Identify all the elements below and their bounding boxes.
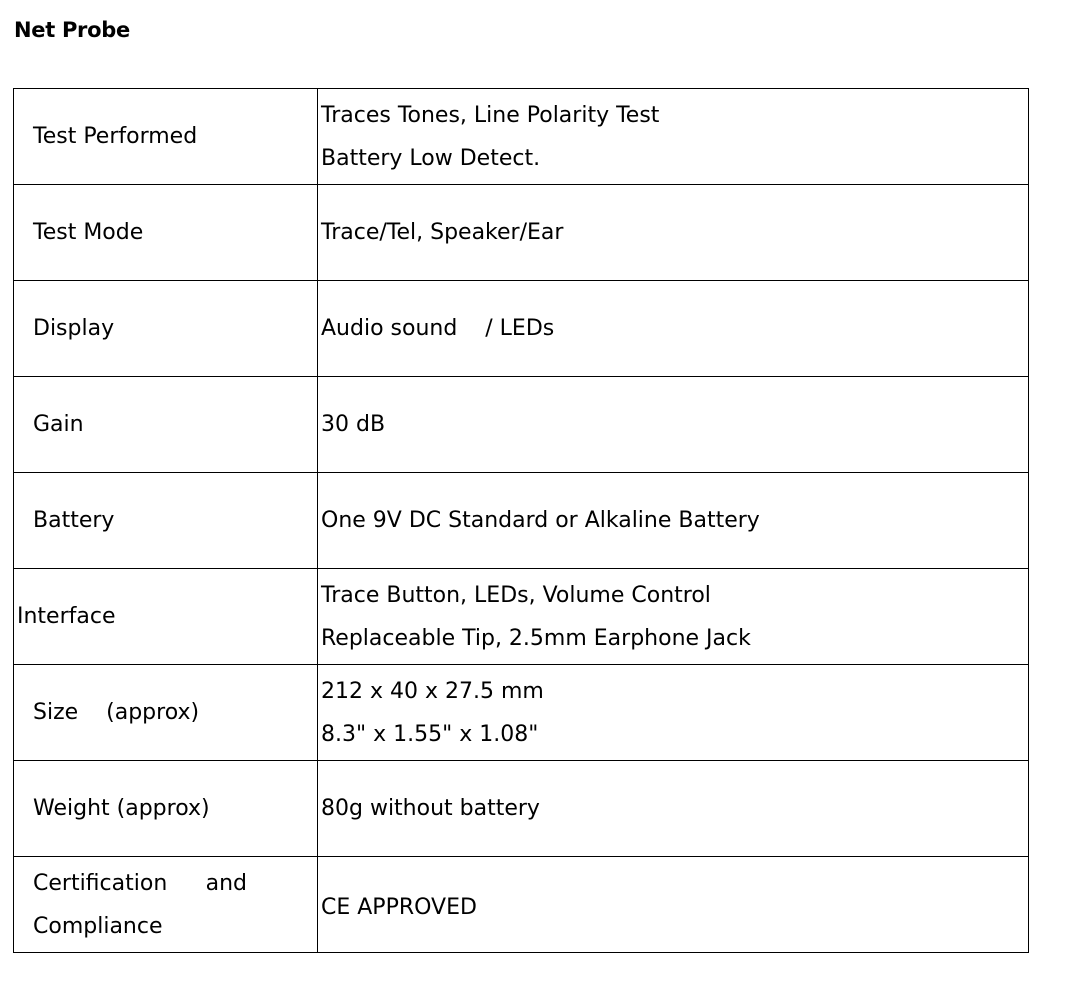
table-row	[14, 89, 1029, 185]
row-value	[318, 89, 1029, 185]
document-title: Net Probe	[14, 18, 130, 42]
row-label-text: Weight (approx)	[33, 796, 210, 821]
row-label	[14, 473, 318, 569]
row-label-text: Size (approx)	[33, 700, 200, 725]
row-label-word: and	[205, 870, 247, 896]
row-value-text: Audio sound / LEDs	[321, 316, 555, 341]
row-label-text: Interface	[17, 604, 116, 629]
table-row	[14, 185, 1029, 281]
row-value-text: Trace Button, LEDs, Volume Control	[321, 582, 711, 608]
row-value-text: Trace/Tel, Speaker/Ear	[321, 220, 564, 245]
row-value-text: 8.3" x 1.55" x 1.08"	[321, 721, 539, 747]
row-label-text: Compliance	[33, 913, 163, 939]
row-value-text: One 9V DC Standard or Alkaline Battery	[321, 508, 760, 533]
row-label	[14, 665, 318, 761]
table-row	[14, 473, 1029, 569]
row-label	[14, 857, 318, 953]
row-label	[14, 89, 318, 185]
table-row	[14, 281, 1029, 377]
row-label-text: Display	[33, 316, 115, 341]
row-label	[14, 377, 318, 473]
row-label-word: Certification	[33, 870, 168, 896]
table-row	[14, 569, 1029, 665]
row-label	[14, 761, 318, 857]
row-value-text: 30 dB	[321, 412, 386, 437]
row-value	[318, 569, 1029, 665]
row-value-text: Replaceable Tip, 2.5mm Earphone Jack	[321, 625, 751, 651]
row-value	[318, 377, 1029, 473]
row-value-text: CE APPROVED	[321, 895, 477, 920]
row-value	[318, 473, 1029, 569]
table-row	[14, 377, 1029, 473]
table-row	[14, 665, 1029, 761]
row-value	[318, 281, 1029, 377]
row-value	[318, 665, 1029, 761]
row-value	[318, 857, 1029, 953]
row-label	[14, 185, 318, 281]
row-value	[318, 761, 1029, 857]
row-label-text: Test Performed	[33, 124, 198, 149]
row-label-text: Gain	[33, 412, 84, 437]
row-value-text: Traces Tones, Line Polarity Test	[321, 102, 660, 128]
table-row	[14, 761, 1029, 857]
spec-table	[13, 88, 1029, 953]
row-label	[14, 569, 318, 665]
row-value-text: Battery Low Detect.	[321, 145, 541, 171]
row-label	[14, 281, 318, 377]
row-value-text: 212 x 40 x 27.5 mm	[321, 678, 544, 704]
row-label-justified-line	[33, 862, 247, 905]
row-label-text: Battery	[33, 508, 115, 533]
row-value	[318, 185, 1029, 281]
row-label-text: Test Mode	[33, 220, 144, 245]
row-value-text: 80g without battery	[321, 796, 540, 821]
table-row	[14, 857, 1029, 953]
